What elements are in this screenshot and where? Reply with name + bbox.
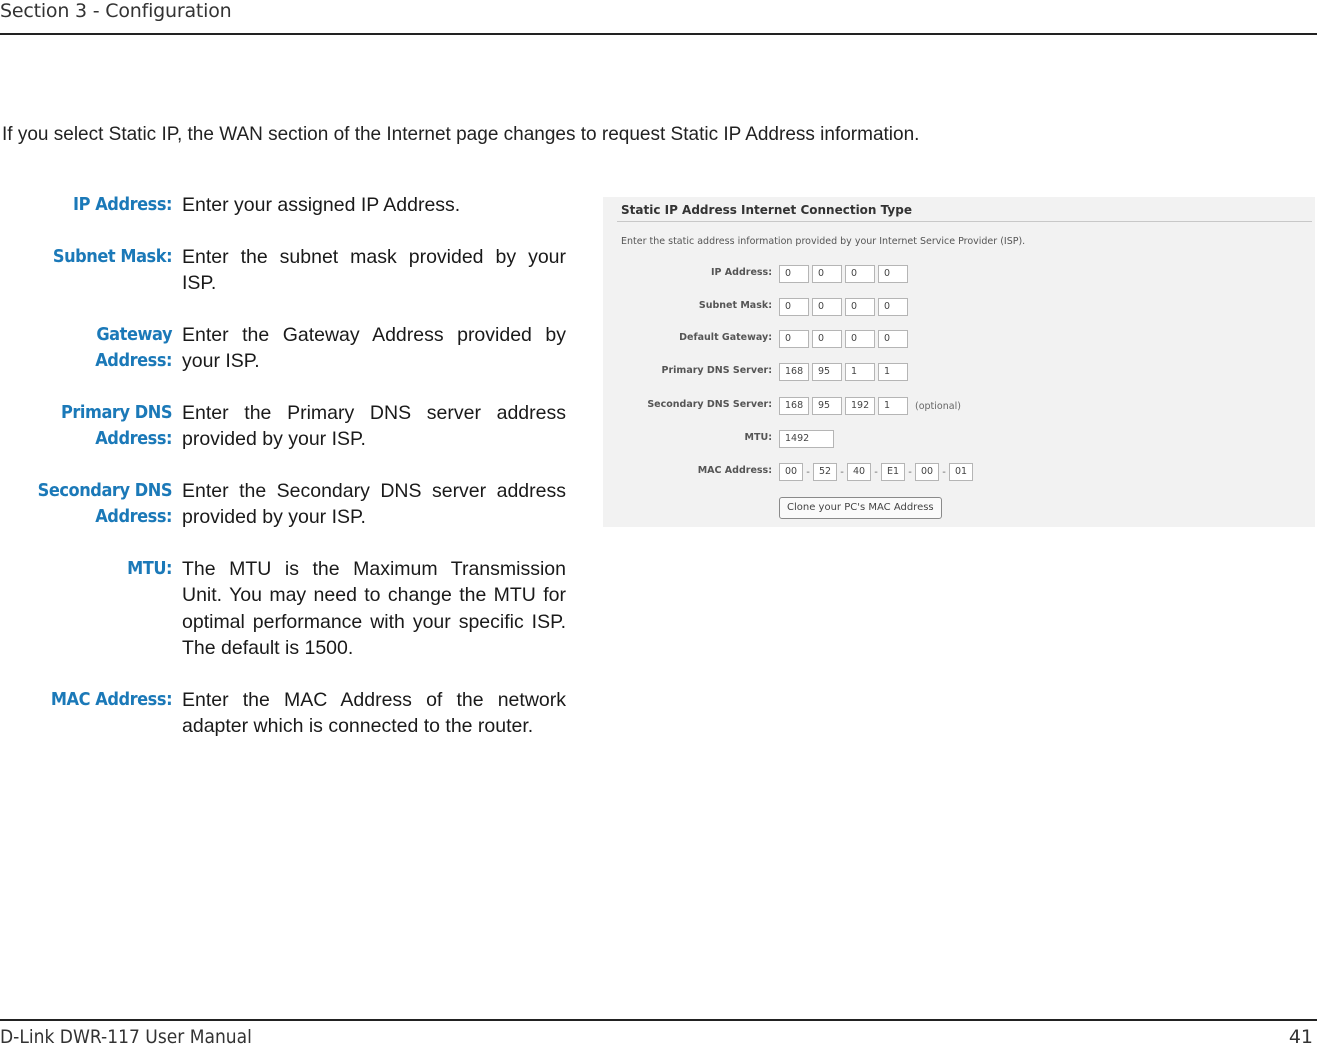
gateway-octet-1[interactable]: 0 (779, 330, 809, 348)
ip-address-octet-3[interactable]: 0 (845, 265, 875, 283)
term-label: Subnet Mask: (52, 245, 173, 267)
ip-address-octet-2[interactable]: 0 (812, 265, 842, 283)
term-mtu (0, 556, 580, 662)
manual-title: D-Link DWR-117 User Manual (0, 1026, 252, 1048)
mtu-row (603, 428, 1315, 450)
mac-octet-5[interactable]: 00 (915, 463, 939, 481)
subnet-mask-label: Subnet Mask: (698, 300, 772, 311)
secondary-dns-octet-2[interactable]: 95 (812, 397, 842, 415)
mac-octet-2[interactable]: 52 (813, 463, 837, 481)
term-description: The MTU is the Maximum Transmission Unit. You may need to change the MTU for optimal performance with your specific ISP. The default is 1500. (182, 557, 566, 659)
mac-separator: - (942, 466, 946, 478)
mac-octet-3[interactable]: 40 (847, 463, 871, 481)
term-ip-address (0, 192, 580, 219)
default-gateway-label: Default Gateway: (679, 332, 772, 343)
mac-separator: - (806, 466, 810, 478)
optional-note: (optional) (915, 400, 961, 412)
secondary-dns-label: Secondary DNS Server: (647, 399, 772, 410)
page-number: 41 (1288, 1026, 1313, 1048)
term-primary-dns (0, 400, 580, 453)
subnet-mask-octet-3[interactable]: 0 (845, 298, 875, 316)
mac-separator: - (874, 466, 878, 478)
secondary-dns-octet-3[interactable]: 192 (845, 397, 875, 415)
secondary-dns-octet-4[interactable]: 1 (878, 397, 908, 415)
term-label: Secondary DNS Address: (37, 479, 173, 527)
intro-paragraph: If you select Static IP, the WAN section of the Internet page changes to request Static IP Address information. (2, 124, 920, 145)
term-mac-address (0, 687, 580, 740)
term-description: Enter the subnet mask provided by your ISP. (182, 245, 566, 294)
primary-dns-row (603, 361, 1315, 383)
gateway-octet-4[interactable]: 0 (878, 330, 908, 348)
subnet-mask-octet-2[interactable]: 0 (812, 298, 842, 316)
subnet-mask-octet-4[interactable]: 0 (878, 298, 908, 316)
term-label: Gateway Address: (95, 323, 173, 371)
mac-separator: - (840, 466, 844, 478)
mac-separator: - (908, 466, 912, 478)
footer-divider (0, 1019, 1317, 1021)
mac-address-row (603, 461, 1315, 483)
term-subnet-mask (0, 244, 580, 297)
mac-octet-4[interactable]: E1 (881, 463, 905, 481)
mtu-label: MTU: (744, 432, 772, 443)
subnet-mask-row (603, 296, 1315, 318)
primary-dns-octet-3[interactable]: 1 (845, 363, 875, 381)
term-description: Enter the Gateway Address provided by your ISP. (182, 323, 566, 372)
ip-address-octet-4[interactable]: 0 (878, 265, 908, 283)
mtu-input[interactable]: 1492 (779, 430, 834, 448)
mac-address-label: MAC Address: (697, 465, 772, 476)
mac-octet-1[interactable]: 00 (779, 463, 803, 481)
clone-mac-button[interactable]: Clone your PC's MAC Address (779, 497, 942, 519)
term-gateway-address (0, 322, 580, 375)
ip-address-row (603, 263, 1315, 285)
subnet-mask-octet-1[interactable]: 0 (779, 298, 809, 316)
primary-dns-octet-2[interactable]: 95 (812, 363, 842, 381)
panel-divider (617, 221, 1312, 222)
secondary-dns-row (603, 395, 1315, 417)
definition-list (0, 192, 580, 765)
ip-address-octet-1[interactable]: 0 (779, 265, 809, 283)
term-description: Enter your assigned IP Address. (182, 194, 461, 216)
ip-address-label: IP Address: (711, 267, 772, 278)
term-label: Primary DNS Address: (60, 401, 173, 449)
term-secondary-dns (0, 478, 580, 531)
term-description: Enter the Secondary DNS server address provided by your ISP. (182, 479, 566, 528)
mac-octet-6[interactable]: 01 (949, 463, 973, 481)
panel-title: Static IP Address Internet Connection Type (621, 203, 912, 217)
term-label: IP Address: (73, 194, 173, 215)
default-gateway-row (603, 328, 1315, 350)
secondary-dns-octet-1[interactable]: 168 (779, 397, 809, 415)
primary-dns-octet-4[interactable]: 1 (878, 363, 908, 381)
panel-intro: Enter the static address information provided by your Internet Service Provider (ISP). (621, 236, 1026, 247)
term-description: Enter the MAC Address of the network adapter which is connected to the router. (182, 688, 566, 737)
gateway-octet-2[interactable]: 0 (812, 330, 842, 348)
primary-dns-octet-1[interactable]: 168 (779, 363, 809, 381)
section-title: Section 3 - Configuration (0, 0, 232, 22)
term-description: Enter the Primary DNS server address provided by your ISP. (182, 401, 566, 450)
term-label: MTU: (127, 557, 173, 579)
primary-dns-label: Primary DNS Server: (661, 365, 772, 376)
term-label: MAC Address: (50, 688, 173, 710)
static-ip-settings-panel (603, 197, 1315, 527)
header-divider (0, 33, 1317, 35)
gateway-octet-3[interactable]: 0 (845, 330, 875, 348)
